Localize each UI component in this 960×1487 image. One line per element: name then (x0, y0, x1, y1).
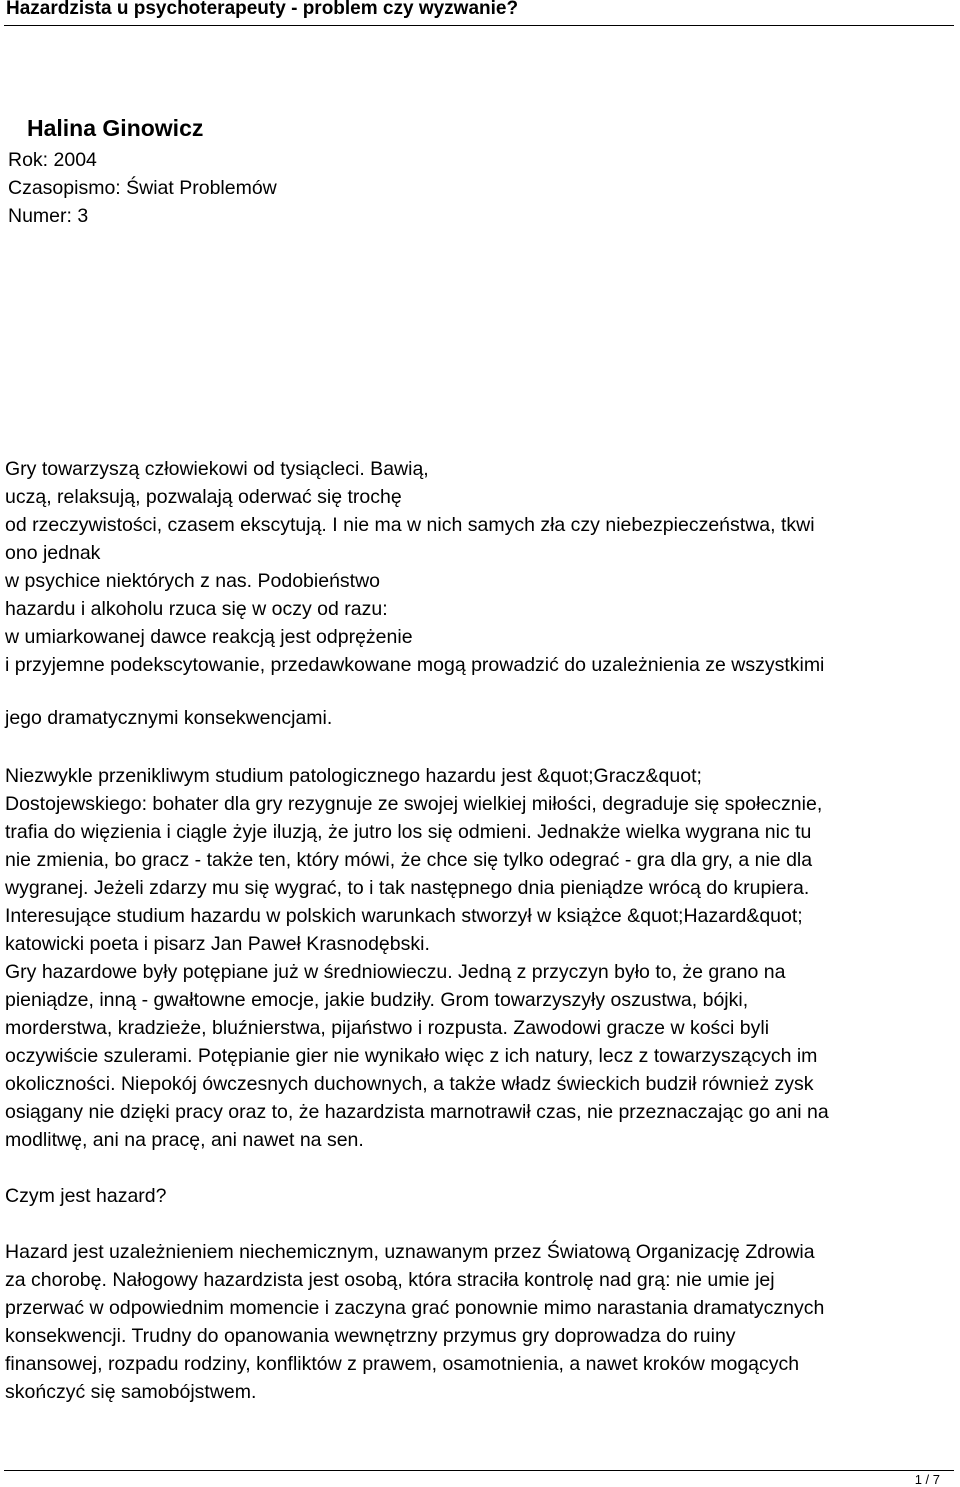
text-line: za chorobę. Nałogowy hazardzista jest osobą, która straciła kontrolę nad grą: nie umie jej (5, 1269, 775, 1291)
text-line: Gry hazardowe były potępiane już w średniowieczu. Jedną z przyczyn było to, że grano na (5, 961, 786, 983)
text-line: Interesujące studium hazardu w polskich warunkach stworzył w książce &quot;Hazard&quot; (5, 905, 803, 927)
text-line: nie zmienia, bo gracz - także ten, który mówi, że chce się tylko odegrać - gra dla gry, a nie dla (5, 849, 813, 871)
text-line: trafia do więzienia i ciągle żyje iluzją, że jutro los się odmieni. Jednakże wielka wygrana nic tu (5, 821, 812, 843)
text-line: uczą, relaksują, pozwalają oderwać się trochę (5, 486, 402, 508)
text-line: ono jednak (5, 542, 101, 564)
text-line: konsekwencji. Trudny do opanowania wewnętrzny przymus gry doprowadza do ruiny (5, 1325, 736, 1347)
text-line: jego dramatycznymi konsekwencjami. (5, 707, 333, 729)
text-line: finansowej, rozpadu rodziny, konfliktów z prawem, osamotnienia, a nawet kroków mogących (5, 1353, 800, 1375)
text-line: i przyjemne podekscytowanie, przedawkowane mogą prowadzić do uzależnienia ze wszystkimi (5, 654, 825, 676)
text-line: w umiarkowanej dawce reakcją jest odprężenie (5, 626, 413, 648)
text-line: Gry towarzyszą człowiekowi od tysiącleci. Bawią, (5, 458, 429, 480)
text-line: Niezwykle przenikliwym studium patologicznego hazardu jest &quot;Gracz&quot; (5, 765, 702, 787)
year-line: Rok: 2004 (8, 149, 97, 171)
text-line: Dostojewskiego: bohater dla gry rezygnuje ze swojej wielkiej miłości, degraduje się społecznie, (5, 793, 823, 815)
text-line: oczywiście szulerami. Potępianie gier nie wynikało więc z ich natury, lecz z towarzyszących im (5, 1045, 818, 1067)
journal-line: Czasopismo: Świat Problemów (8, 177, 277, 199)
text-line: morderstwa, kradzieże, bluźnierstwa, pijaństwo i rozpusta. Zawodowi gracze w kości byli (5, 1017, 770, 1039)
author-name: Halina Ginowicz (27, 115, 204, 141)
text-line: Hazard jest uzależnieniem niechemicznym, uznawanym przez Światową Organizację Zdrowia (5, 1241, 815, 1263)
text-line: katowicki poeta i pisarz Jan Paweł Krasnodębski. (5, 933, 430, 955)
text-line: przerwać w odpowiednim momencie i zaczyna grać ponownie mimo narastania dramatycznych (5, 1297, 825, 1319)
footer-divider (4, 1470, 954, 1471)
text-line: modlitwę, ani na pracę, ani nawet na sen. (5, 1129, 364, 1151)
text-line: okoliczności. Niepokój ówczesnych duchownych, a także władz świeckich budził również zysk (5, 1073, 814, 1095)
section-heading: Czym jest hazard? (5, 1185, 167, 1207)
text-line: hazardu i alkoholu rzuca się w oczy od razu: (5, 598, 388, 620)
text-line: pieniądze, inną - gwałtowne emocje, jakie budziły. Grom towarzyszyły oszustwa, bójki, (5, 989, 749, 1011)
text-line: skończyć się samobójstwem. (5, 1381, 257, 1403)
text-line: wygranej. Jeżeli zdarzy mu się wygrać, to i tak następnego dnia pieniądze wrócą do krupiera. (5, 877, 810, 899)
issue-line: Numer: 3 (8, 205, 89, 227)
text-line: w psychice niektórych z nas. Podobieństwo (5, 570, 381, 592)
document-title: Hazardzista u psychoterapeuty - problem czy wyzwanie? (6, 0, 519, 19)
page-number: 1 / 7 (914, 1472, 940, 1487)
text-line: osiągany nie dzięki pracy oraz to, że hazardzista marnotrawił czas, nie przeznaczając go ani na (5, 1101, 829, 1123)
text-line: od rzeczywistości, czasem ekscytują. I nie ma w nich samych zła czy niebezpieczeństwa, tkwi (5, 514, 815, 536)
header-divider (4, 25, 954, 26)
